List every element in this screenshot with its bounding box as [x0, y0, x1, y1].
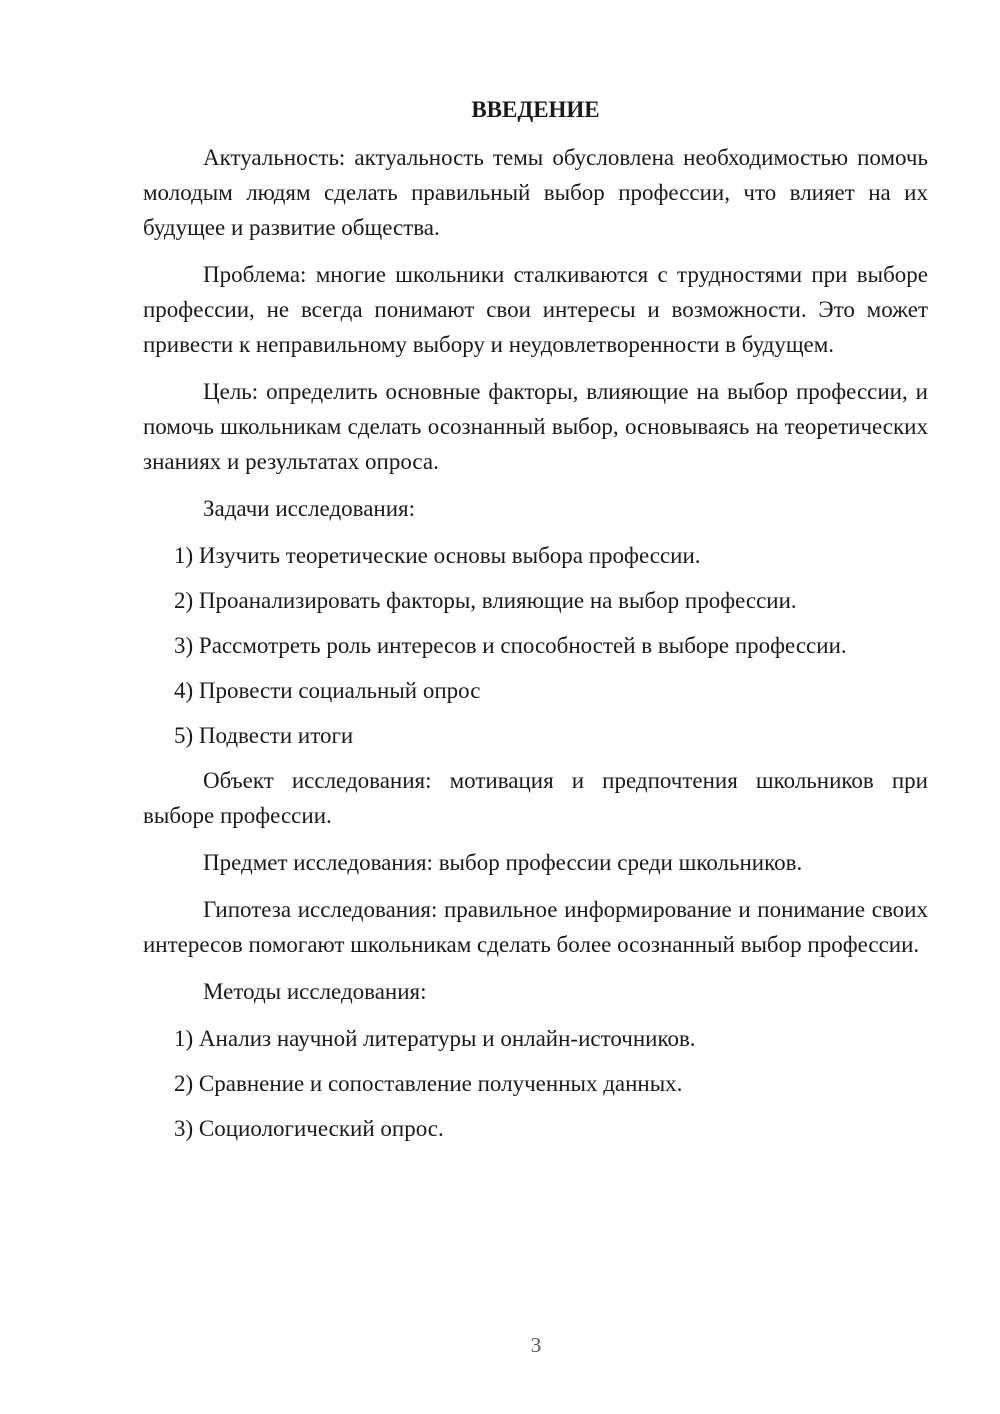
goal-paragraph: Цель: определить основные факторы, влияющие на выбор профессии, и помочь школьникам сделать осознанный выбор, основываясь на теоретических знаниях и результатах опроса.: [143, 379, 928, 474]
tasks-heading: Задачи исследования:: [203, 496, 416, 521]
problem-paragraph: Проблема: многие школьники сталкиваются с трудностями при выборе профессии, не всегда понимают свои интересы и возможности. Это может привести к неправильному выбору и неудовлетворенности в будущем.: [143, 262, 928, 357]
object-paragraph: Объект исследования: мотивация и предпочтения школьников при выборе профессии.: [143, 768, 928, 828]
list-item: 5) Подвести итоги: [174, 723, 354, 748]
methods-list: [143, 1021, 928, 1146]
list-item: 4) Провести социальный опрос: [174, 678, 481, 703]
list-item: 1) Анализ научной литературы и онлайн-источников.: [174, 1026, 696, 1051]
list-item: 3) Социологический опрос.: [174, 1116, 444, 1141]
tasks-list: [143, 538, 928, 753]
list-item: 2) Сравнение и сопоставление полученных данных.: [174, 1071, 683, 1096]
methods-heading: Методы исследования:: [203, 979, 427, 1004]
page-content: [143, 92, 928, 1156]
section-title: ВВЕДЕНИЕ: [471, 97, 600, 122]
relevance-paragraph: Актуальность: актуальность темы обусловлена необходимостью помочь молодым людям сделать правильный выбор профессии, что влияет на их будущее и развитие общества.: [143, 145, 928, 240]
list-item: 3) Рассмотреть роль интересов и способностей в выборе профессии.: [174, 633, 847, 658]
list-item: 2) Проанализировать факторы, влияющие на выбор профессии.: [174, 588, 797, 613]
list-item: 1) Изучить теоретические основы выбора профессии.: [174, 543, 701, 568]
hypothesis-paragraph: Гипотеза исследования: правильное информирование и понимание своих интересов помогают школьникам сделать более осознанный выбор профессии.: [143, 897, 928, 957]
page-number: 3: [530, 1333, 542, 1357]
subject-paragraph: Предмет исследования: выбор профессии среди школьников.: [203, 850, 803, 875]
